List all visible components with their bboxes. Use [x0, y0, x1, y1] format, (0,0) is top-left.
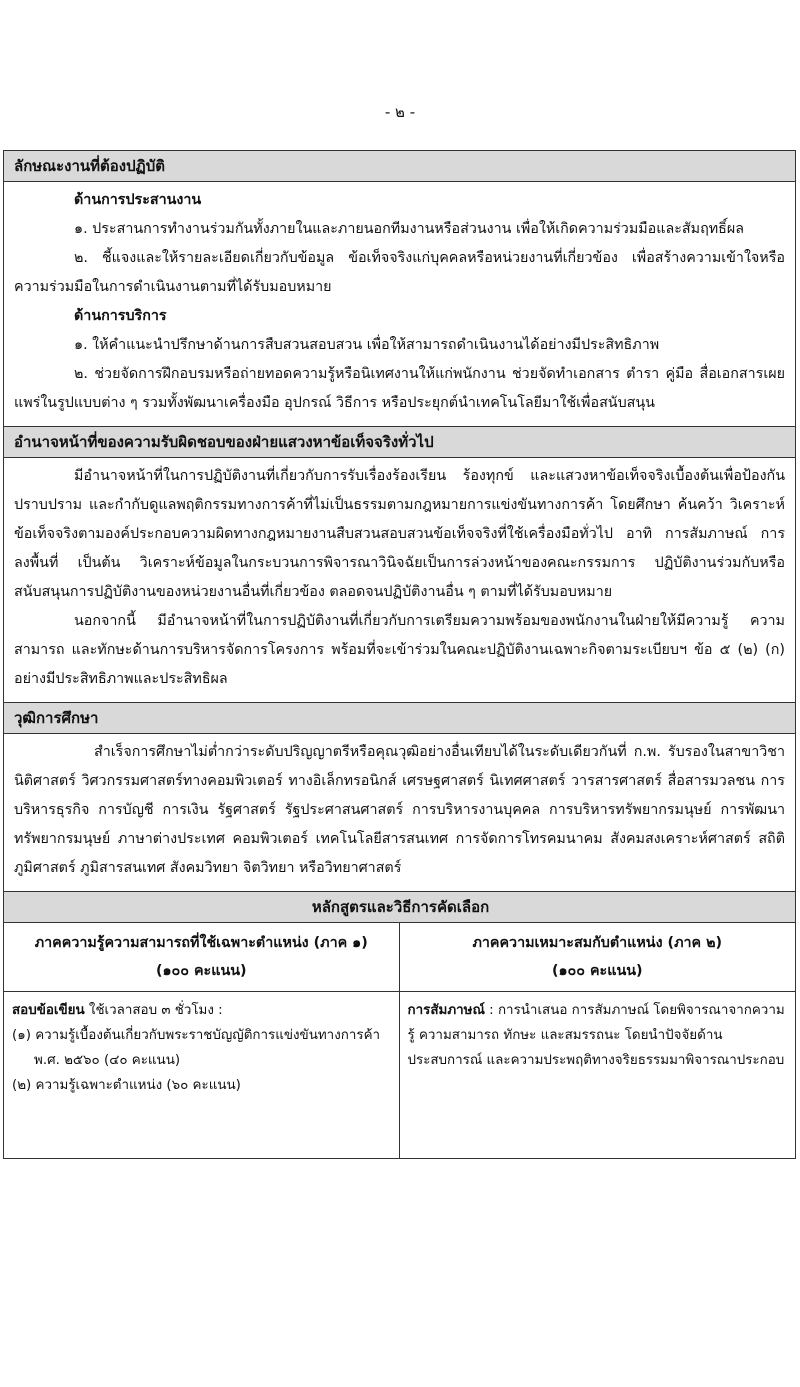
authority-section: [4, 458, 795, 702]
service-title: ด้านการบริการ: [74, 308, 167, 324]
part2-title: ภาคความเหมาะสมกับตำแหน่ง (ภาค ๒): [472, 935, 723, 951]
page-number: - ๒ -: [384, 103, 416, 121]
coordination-item-2: ๒. ชี้แจงและให้รายละเอียดเกี่ยวกับข้อมูล ข้อเท็จจริงแก่บุคคลหรือหน่วยงานที่เกี่ยวข้อง เพื่อสร้างความเข้าใจหรือความร่วมมือในการดำเนินงานตามที่ได้รับมอบหมาย: [14, 250, 785, 295]
exam-item-1: (๑) ความรู้เบื้องต้นเกี่ยวกับพระราชบัญญัติการแข่งขันทางการค้า พ.ศ. ๒๕๖๐ (๔๐ คะแนน): [12, 1028, 381, 1068]
part2-header: [400, 923, 796, 992]
coordination-item-1: ๑. ประสานการทำงานร่วมกันทั้งภายในและภายนอกทีมงานหรือส่วนงาน เพื่อให้เกิดความร่วมมือและสัมฤทธิ์ผล: [74, 221, 745, 237]
written-exam-label: สอบข้อเขียน: [12, 1003, 85, 1018]
authority-heading: อำนาจหน้าที่ของความรับผิดชอบของฝ่ายแสวงหาข้อเท็จจริงทั่วไป: [4, 426, 795, 458]
selection-table: [4, 923, 795, 1158]
exam-item-2: (๒) ความรู้เฉพาะตำแหน่ง (๖๐ คะแนน): [12, 1078, 241, 1093]
document-table: [3, 150, 796, 1159]
part1-title: ภาคความรู้ความสามารถที่ใช้เฉพาะตำแหน่ง (ภาค ๑): [34, 935, 368, 951]
qualification-section: [4, 734, 795, 891]
qualification-heading: วุฒิการศึกษา: [4, 702, 795, 734]
duties-heading: ลักษณะงานที่ต้องปฏิบัติ: [4, 151, 795, 182]
service-item-2: ๒. ช่วยจัดการฝึกอบรมหรือถ่ายทอดความรู้หรือนิเทศงานให้แก่พนักงาน ช่วยจัดทำเอกสาร ตำรา คู่มือ สื่อเอกสารเผยแพร่ในรูปแบบต่าง ๆ รวมทั้งพัฒนาเครื่องมือ อุปกรณ์ วิธีการ หรือประยุกต์นำเทคโนโลยีมาใช้เพื่อสนับสนุน: [14, 366, 785, 411]
interview-label: การสัมภาษณ์: [407, 1003, 485, 1018]
part1-header: [4, 923, 399, 992]
part2-body: [400, 992, 796, 1133]
qualification-paragraph: สำเร็จการศึกษาไม่ต่ำกว่าระดับปริญญาตรีหรือคุณวุฒิอย่างอื่นเทียบได้ในระดับเดียวกันที่ ก.พ. รับรองในสาขาวิชา นิติศาสตร์ วิศวกรรมศาสตร์ทางคอมพิวเตอร์ ทางอิเล็กทรอนิกส์ เศรษฐศาสตร์ นิเทศศาสตร์ วารสารศาสตร์ สื่อสารมวลชน การบริหารธุรกิจ การบัญชี การเงิน รัฐศาสตร์ รัฐประศาสนศาสตร์ การบริหารงานบุคคล การบริหารทรัพยากรมนุษย์ การพัฒนาทรัพยากรมนุษย์ ภาษาต่างประเทศ คอมพิวเตอร์ เทคโนโลยีสารสนเทศ การจัดการโทรคมนาคม สังคมสงเคราะห์ศาสตร์ สถิติ ภูมิศาสตร์ ภูมิสารสนเทศ สังคมวิทยา จิตวิทยา หรือวิทยาศาสตร์: [14, 744, 785, 876]
part1-body: [4, 992, 399, 1158]
authority-paragraph-2: นอกจากนี้ มีอำนาจหน้าที่ในการปฏิบัติงานที่เกี่ยวกับการเตรียมความพร้อมของพนักงานในฝ่ายให้มีความรู้ ความสามารถ และทักษะด้านการบริหารจัดการโครงการ พร้อมที่จะเข้าร่วมในคณะปฏิบัติงานเฉพาะกิจตามระเบียบฯ ข้อ ๕ (๒) (ก) อย่างมีประสิทธิภาพและประสิทธิผล: [14, 613, 785, 687]
part1-score: (๑๐๐ คะแนน): [155, 963, 247, 979]
part1-column: [4, 923, 400, 1158]
service-item-1: ๑. ให้คำแนะนำปรึกษาด้านการสืบสวนสอบสวน เพื่อให้สามารถดำเนินงานได้อย่างมีประสิทธิภาพ: [74, 337, 660, 353]
authority-paragraph-1: มีอำนาจหน้าที่ในการปฏิบัติงานที่เกี่ยวกับการรับเรื่องร้องเรียน ร้องทุกข์ และแสวงหาข้อเท็จจริงเบื้องต้นเพื่อป้องกัน ปราบปราม และกำกับดูแลพฤติกรรมทางการค้าที่ไม่เป็นธรรมตามกฎหมายการแข่งขันทางการค้า โดยศึกษา ค้นคว้า วิเคราะห์ ข้อเท็จจริงตามองค์ประกอบความผิดทางกฎหมายงานสืบสวนสอบสวนข้อเท็จจริงที่ใช้เครื่องมือทั่วไป อาทิ การสัมภาษณ์ การลงพื้นที่ เป็นต้น วิเคราะห์ข้อมูลในกระบวนการพิจารณาวินิจฉัยเป็นการล่วงหน้าของคณะกรรมการ ปฏิบัติงานร่วมกับหรือสนับสนุนการปฏิบัติงานของหน่วยงานอื่นที่เกี่ยวข้อง ตลอดจนปฏิบัติงานอื่น ๆ ตามที่ได้รับมอบหมาย: [14, 468, 785, 600]
part2-score: (๑๐๐ คะแนน): [551, 963, 643, 979]
part2-column: [400, 923, 796, 1158]
duties-section: [4, 182, 795, 426]
written-exam-duration: ใช้เวลาสอบ ๓ ชั่วโมง :: [84, 1003, 223, 1018]
interview-text: : การนำเสนอ การสัมภาษณ์ โดยพิจารณาจากความรู้ ความสามารถ ทักษะ และสมรรถนะ โดยนำปัจจัยด้านประสบการณ์ และความประพฤติทางจริยธรรมมาพิจารณาประกอบ: [407, 1003, 785, 1068]
coordination-title: ด้านการประสานงาน: [74, 192, 202, 208]
selection-heading: หลักสูตรและวิธีการคัดเลือก: [4, 891, 795, 923]
